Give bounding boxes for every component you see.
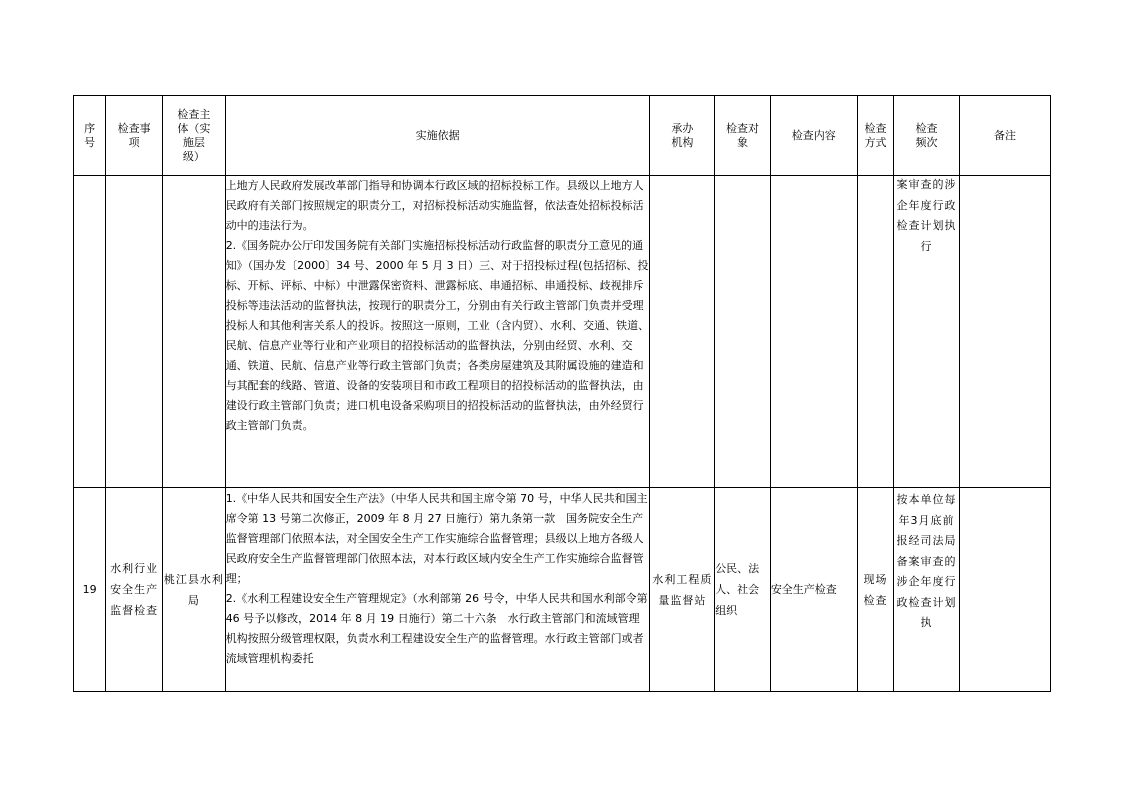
basis-cell xyxy=(225,176,650,488)
cell-empty xyxy=(650,176,715,488)
header-frequency: 检查频次 xyxy=(894,96,960,176)
basis-paragraph: 2.《国务院办公厅印发国务院有关部门实施招标投标活动行政监督的职责分工意见的通知》（国办发〔2000〕34 号、2000 年 5 月 3 日）三、对于招投标过程(包括招标、投标、开标、评标、中标）中泄露保密资料、泄露标底、串通招标、串通投标、歧视排斥投标等违法活动的监督执法，按现行的职责分工，分别由有关行政主管部门负责并受理投标人和其他利害关系人的投诉。按照这一原则，工业（含内贸）、水利、交通、铁道、民航、信息产业等行业和产业项目的招投标活动的监督执法，分别由经贸、水利、交通、铁道、民航、信息产业等行政主管部门负责；各类房屋建筑及其附属设施的建造和与其配套的线路、管道、设备的安装项目和市政工程项目的招投标活动的监督执法，由建设行政主管部门负责；进口机电设备采购项目的招投标活动的监督执法，由外经贸行政主管部门负责。 xyxy=(225,239,650,432)
item-cell: 水利行业安全生产监督检查 xyxy=(106,488,163,692)
frequency-cell: 按本单位每年3月底前报经司法局备案审查的涉企年度行政检查计划执 xyxy=(894,488,960,692)
basis-paragraph: 1.《中华人民共和国安全生产法》（中华人民共和国主席令第 70 号，中华人民共和国主席令第 13 号第二次修正，2009 年 8 月 27 日施行）第九条第一款 国务院安全生产监督管理部门依照本法，对全国安全生产工作实施综合监督管理；县级以上地方各级人民政府安全生产监督管理部门依照本法，对本行政区域内安全生产工作实施综合监督管理； xyxy=(225,492,648,585)
header-remark: 备注 xyxy=(959,96,1050,176)
cell-empty xyxy=(857,176,893,488)
org-cell: 水利工程质量监督站 xyxy=(650,488,715,692)
method-cell: 现场检查 xyxy=(857,488,893,692)
basis-paragraph: 2.《水利工程建设安全生产管理规定》（水利部第 26 号令，中华人民共和国水利部令第 46 号予以修改，2014 年 8 月 19 日施行）第二十六条 水行政主管部门和流域管理机构按照分级管理权限，负责水利工程建设安全生产的监督管理。水行政主管部门或者流域管理机构委托 xyxy=(225,592,648,665)
cell-empty xyxy=(715,176,771,488)
header-seq: 序号 xyxy=(74,96,106,176)
seq-cell: 19 xyxy=(74,488,106,692)
header-target: 检查对象 xyxy=(715,96,771,176)
table-row-continued xyxy=(74,176,1051,488)
content-cell: 安全生产检查 xyxy=(770,488,857,692)
header-basis: 实施依据 xyxy=(225,96,650,176)
remark-cell xyxy=(959,488,1050,692)
cell-empty xyxy=(74,176,106,488)
header-item: 检查事项 xyxy=(106,96,163,176)
cell-empty xyxy=(106,176,163,488)
subject-cell: 桃江县水利局 xyxy=(162,488,225,692)
cell-empty xyxy=(162,176,225,488)
inspection-table xyxy=(73,95,1051,692)
cell-empty xyxy=(770,176,857,488)
table-row-19 xyxy=(74,488,1051,692)
basis-paragraph: 上地方人民政府发展改革部门指导和协调本行政区域的招标投标工作。县级以上地方人民政府有关部门按照规定的职责分工，对招标投标活动实施监督，依法查处招标投标活动中的违法行为。 xyxy=(225,179,644,232)
header-content: 检查内容 xyxy=(770,96,857,176)
frequency-cell: 案审查的涉企年度行政检查计划执行 xyxy=(894,176,960,488)
target-cell: 公民、法人、社会组织 xyxy=(715,488,771,692)
header-method: 检查方式 xyxy=(857,96,893,176)
basis-cell xyxy=(225,488,650,692)
table-header-row xyxy=(74,96,1051,176)
header-org: 承办机构 xyxy=(650,96,715,176)
header-subject: 检查主体（实施层级） xyxy=(162,96,225,176)
cell-empty xyxy=(959,176,1050,488)
